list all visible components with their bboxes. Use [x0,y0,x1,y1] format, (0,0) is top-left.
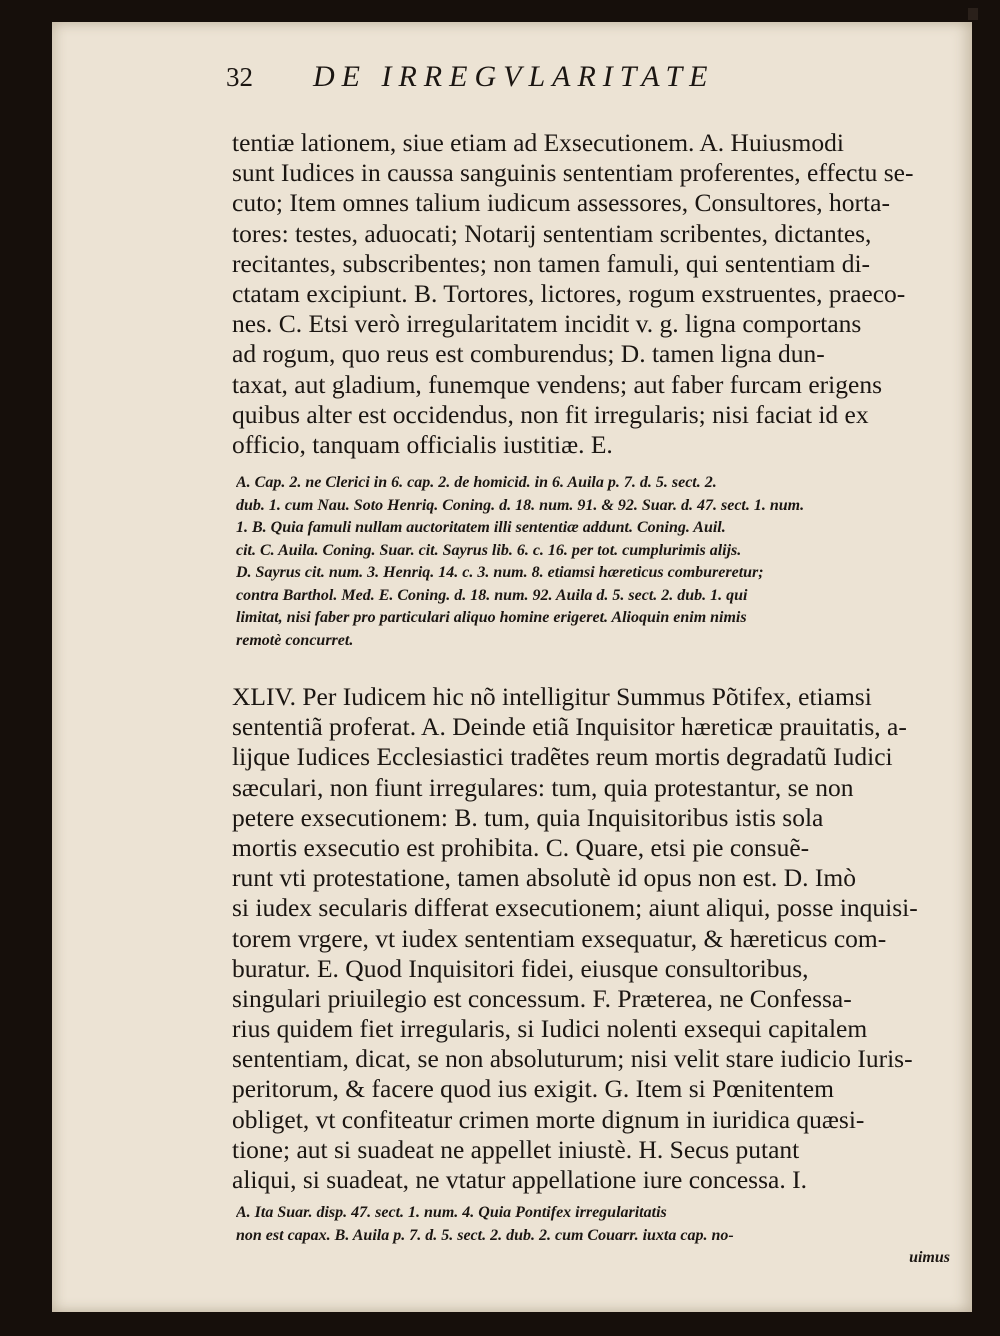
text-line: lijque Iudices Ecclesiastici tradẽtes reum mortis degradatũ Iudici [232,742,893,772]
text-line: petere exsecutionem: B. tum, quia Inquisitoribus istis sola [232,802,824,832]
text-line: aliqui, si suadeat, ne vtatur appellatione iure concessa. I. [232,1165,807,1194]
text-line: tentiæ lationem, siue etiam ad Exsecutionem. A. Huiusmodi [232,128,844,157]
note-line: cit. C. Auila. Coning. Suar. cit. Sayrus lib. 6. c. 16. per tot. cumplurimis alijs. [236,541,742,559]
text-line: runt vti protestatione, tamen absolutè id opus non est. D. Imò [232,863,856,893]
note-line: dub. 1. cum Nau. Soto Henriq. Coning. d. 18. num. 91. & 92. Suar. d. 47. sect. 1. num. [236,496,805,514]
footnotes-block-1 [236,472,990,652]
text-line: buratur. E. Quod Inquisitori fidei, eiusque consultoribus, [232,953,809,983]
text-line: quibus alter est occidendus, non fit irregularis; nisi faciat id ex [232,399,869,429]
text-line: officio, tanquam officialis iustitiæ. E. [232,429,613,459]
running-head [226,60,946,94]
text-line: peritorum, & facere quod ius exigit. G. Item si Pœnitentem [232,1074,834,1104]
text-line: sententiã proferat. A. Deinde etiã Inquisitor hæreticæ prauitatis, a- [232,712,907,742]
text-line: ctatam excipiunt. B. Tortores, lictores, rogum exstruentes, praeco- [232,278,906,308]
paragraph-block-1 [232,128,992,460]
text-line: singulari priuilegio est concessum. F. Præterea, ne Confessa- [232,983,852,1013]
text-line: taxat, aut gladium, funemque vendens; aut faber furcam erigens [232,369,883,399]
running-title: DE IRREGVLARITATE [313,60,715,93]
text-line: sunt Iudices in caussa sanguinis sententiam proferentes, effectu se- [232,158,914,188]
note-line: contra Barthol. Med. E. Coning. d. 18. num. 92. Auila d. 5. sect. 2. dub. 1. qui [236,586,748,604]
text-line: tores: testes, aduocati; Notarij sententiam scribentes, dictantes, [232,218,872,248]
paragraph-block-2 [232,682,992,1195]
text-line: sententiam, dicat, se non absoluturum; nisi velit stare iudicio Iuris- [232,1044,913,1074]
footnotes-block-2 [236,1202,990,1270]
note-line: limitat, nisi faber pro particulari aliquo homine erigeret. Alioquin enim nimis [236,609,747,626]
note-line: A. Ita Suar. disp. 47. sect. 1. num. 4. Quia Pontifex irregularitatis [236,1204,667,1221]
text-line: mortis exsecutio est prohibita. C. Quare, etsi pie consuẽ- [232,832,810,862]
page-number: 32 [226,62,253,92]
text-line: rius quidem fiet irregularis, si Iudici nolenti exsequi capitalem [232,1014,868,1044]
text-line: obliget, vt confiteatur crimen morte dignum in iuridica quæsi- [232,1104,865,1134]
note-line: non est capax. B. Auila p. 7. d. 5. sect. 2. dub. 2. cum Couarr. iuxta cap. no- [236,1226,734,1244]
binding-mark [968,8,978,20]
text-line: tione; aut si suadeat ne appellet iniustè. H. Secus putant [232,1134,800,1164]
text-line: si iudex secularis differat exsecutionem; aiunt aliqui, posse inquisi- [232,893,918,923]
text-line: sæculari, non fiunt irregulares: tum, quia protestantur, se non [232,772,854,802]
note-line: A. Cap. 2. ne Clerici in 6. cap. 2. de homicid. in 6. Auila p. 7. d. 5. sect. 2. [236,474,717,491]
text-line: cuto; Item omnes talium iudicum assessores, Consultores, horta- [232,188,890,218]
note-line: uimus [909,1249,950,1266]
text-line: ad rogum, quo reus est comburendus; D. tamen ligna dun- [232,339,825,369]
text-line: torem vrgere, vt iudex sententiam exsequatur, & hæreticus com- [232,923,887,953]
note-line: D. Sayrus cit. num. 3. Henriq. 14. c. 3. num. 8. etiamsi hæreticus combureretur; [236,564,764,581]
book-page [52,22,972,1312]
text-line: recitantes, subscribentes; non tamen famuli, qui sententiam di- [232,248,871,278]
text-line: XLIV. Per Iudicem hic nõ intelligitur Summus Põtifex, etiamsi [232,682,872,711]
text-line: nes. C. Etsi verò irregularitatem incidit v. g. ligna comportans [232,309,862,339]
note-line: remotè concurret. [236,631,354,649]
note-line: 1. B. Quia famuli nullam auctoritatem illi sententiæ addunt. Coning. Auil. [236,519,726,536]
